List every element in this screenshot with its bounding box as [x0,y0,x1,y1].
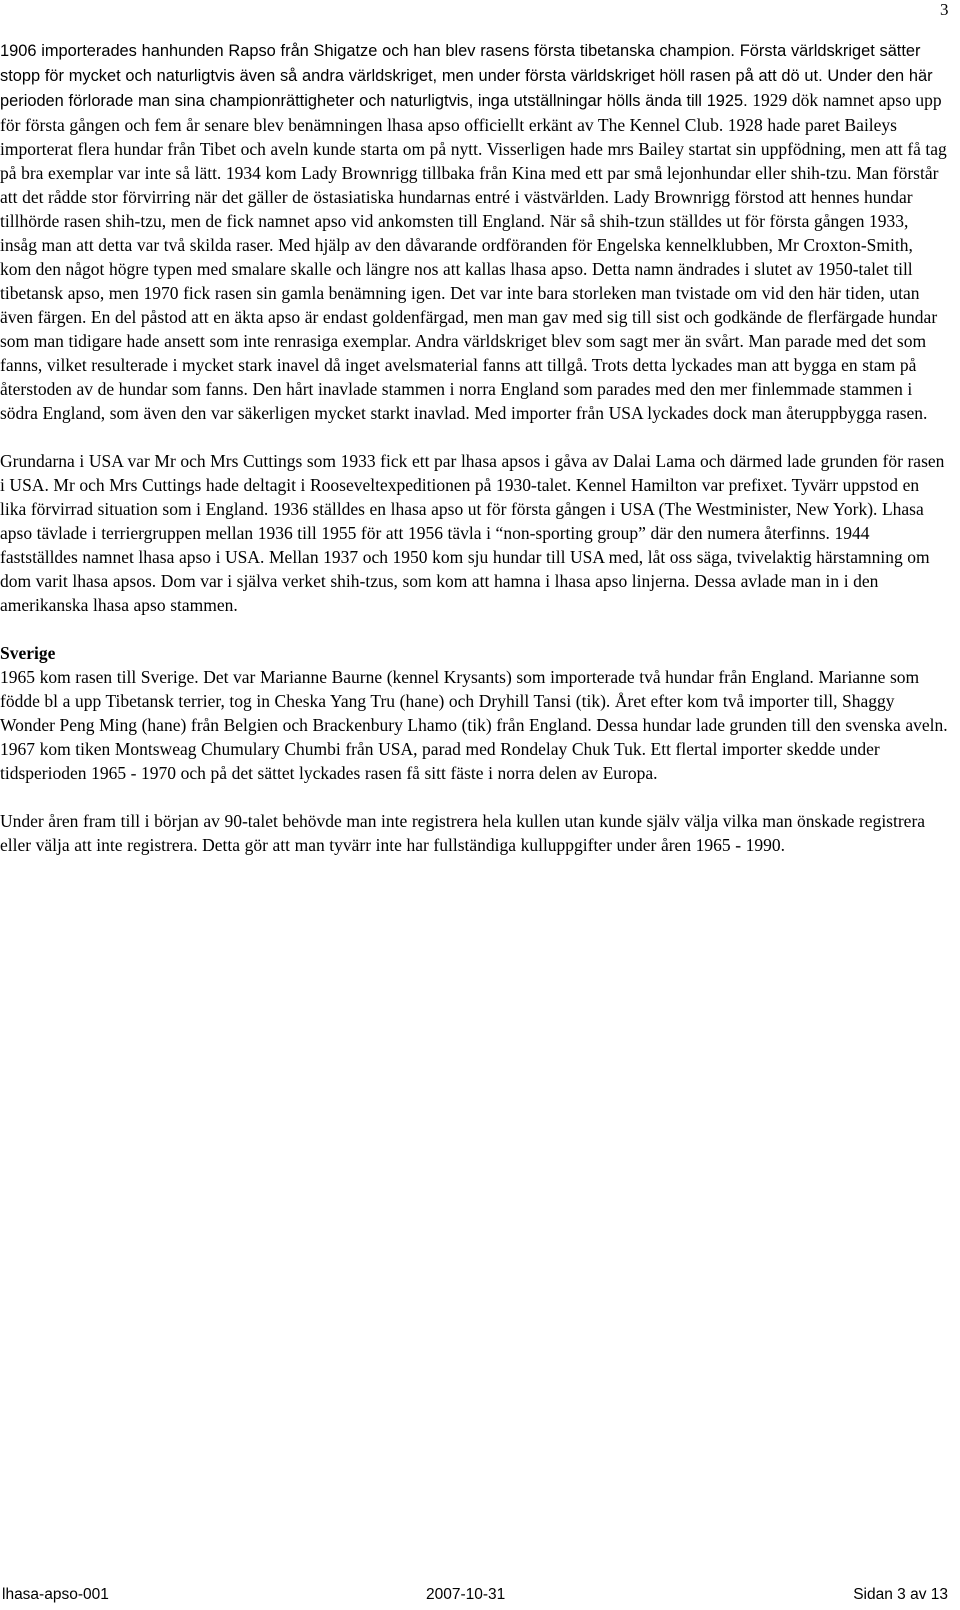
document-body [0,38,948,857]
paragraph-history-sweden: 1965 kom rasen till Sverige. Det var Marianne Baurne (kennel Krysants) som importerade två hundar från England. Marianne som födde bl a upp Tibetansk terrier, tog in Cheska Yang Tru (hane) och Dryhill Tansi (tik). Året efter kom två importer till, Shaggy Wonder Peng Ming (hane) från Belgien och Brackenbury Lhamo (tik) från England. Dessa hundar lade grunden till den svenska aveln. 1967 kom tiken Montsweag Chumulary Chumbi från USA, parad med Rondelay Chuk Tuk. Ett flertal importer skedde under tidsperioden 1965 - 1970 och på det sättet lyckades rasen få sitt fäste i norra delen av Europa. [0,667,948,783]
paragraph-history-usa: Grundarna i USA var Mr och Mrs Cuttings som 1933 fick ett par lhasa apsos i gåva av Dalai Lama och därmed lade grunden för rasen i USA. Mr och Mrs Cuttings hade deltagit i Rooseveltexpeditionen på 1930-talet. Kennel Hamilton var prefixet. Tyvärr uppstod en lika förvirrad situation som i England. 1936 ställdes en lhasa apso ut för första gången i USA (The Westminister, New York). Lhasa apso tävlade i terriergruppen mellan 1936 till 1955 för att 1956 tävla i “non-sporting group” där den numera återfinns. 1944 fastställdes namnet lhasa apso i USA. Mellan 1937 och 1950 kom sju hundar till USA med, låt oss säga, tvivelaktig härstamning om dom varit lhasa apsos. Dom var i själva verket shih-tzus, som kom att hamna i lhasa apso linjerna. Dessa avlade man in i den amerikanska lhasa apso stammen. [0,451,945,615]
footer-date: 2007-10-31 [426,1586,506,1603]
paragraph-registration: Under åren fram till i början av 90-talet behövde man inte registrera hela kullen utan kunde själv välja vilka man önskade registrera eller välja att inte registrera. Detta gör att man tyvärr inte har fullständiga kulluppgifter under åren 1965 - 1990. [0,811,926,855]
section-heading-sverige: Sverige [0,643,56,663]
paragraph-serif-segment: 1929 dök namnet apso upp för första gången och fem år senare blev benämningen lhasa apso officiellt erkänt av The Kennel Club. 1928 hade paret Baileys importerat flera hundar från Tibet och aveln kunde starta om på nytt. Visserligen hade mrs Bailey startat sin uppfödning, men att få tag på bra exemplar var inte så lätt. 1934 kom Lady Brownrigg tillbaka från Kina med ett par små lejonhundar eller shih-tzu. Man förstår att det rådde stor förvirring när det gäller de östasiatiska hundarnas entré i västvärlden. Lady Brownrigg förstod att hennes hundar tillhörde rasen shih-tzu, men de fick namnet apso vid ankomsten till England. När så shih-tzun ställdes ut för första gången 1933, insåg man att detta var två skilda raser. Med hjälp av den dåvarande ordföranden för Engelska kennelklubben, Mr Croxton-Smith, kom den något högre typen med smalare skalle och längre nos att kallas lhasa apso. Detta namn ändrades i slutet av 1950-talet till tibetansk apso, men 1970 fick rasen sin gamla benämning igen. Det var inte bara storleken man tvistade om vid den här tiden, utan även färgen. En del påstod att en äkta apso är endast goldenfärgad, men man gav med sig till sist och godkände de flerfärgade hundar som man tidigare hade ansett som inte renrasiga exemplar. Andra världskriget blev som sagt mer än svårt. Man parade med det som fanns, vilket resulterade i mycket stark inavel då inget avelsmaterial fanns att tillgå. Trots detta lyckades man att bygga en stam på återstoden av de hundar som fanns. Den hårt inavlade stammen i norra England som parades med den mer finlemmade stammen i södra England, som även den var säkerligen mycket starkt inavlad. Med importer från USA lyckades dock man återuppbygga rasen. [0,90,947,423]
footer-document-id: lhasa-apso-001 [2,1586,109,1603]
page-footer [0,1584,948,1606]
paragraph-sans-segment: 1906 importerades hanhunden Rapso från Shigatze och han blev rasens första tibetanska champion. Första världskriget sätter stopp för mycket och naturligtvis även så andra världskriget, men under första världskriget höll rasen på att dö ut. Under den här perioden förlorade man sina championrättigheter och naturligtvis, inga utställningar hölls ända till 1925. [0,42,933,110]
page-number: 3 [940,0,949,19]
footer-page-count: Sidan 3 av 13 [853,1586,948,1603]
paragraph-history-england [0,38,948,425]
